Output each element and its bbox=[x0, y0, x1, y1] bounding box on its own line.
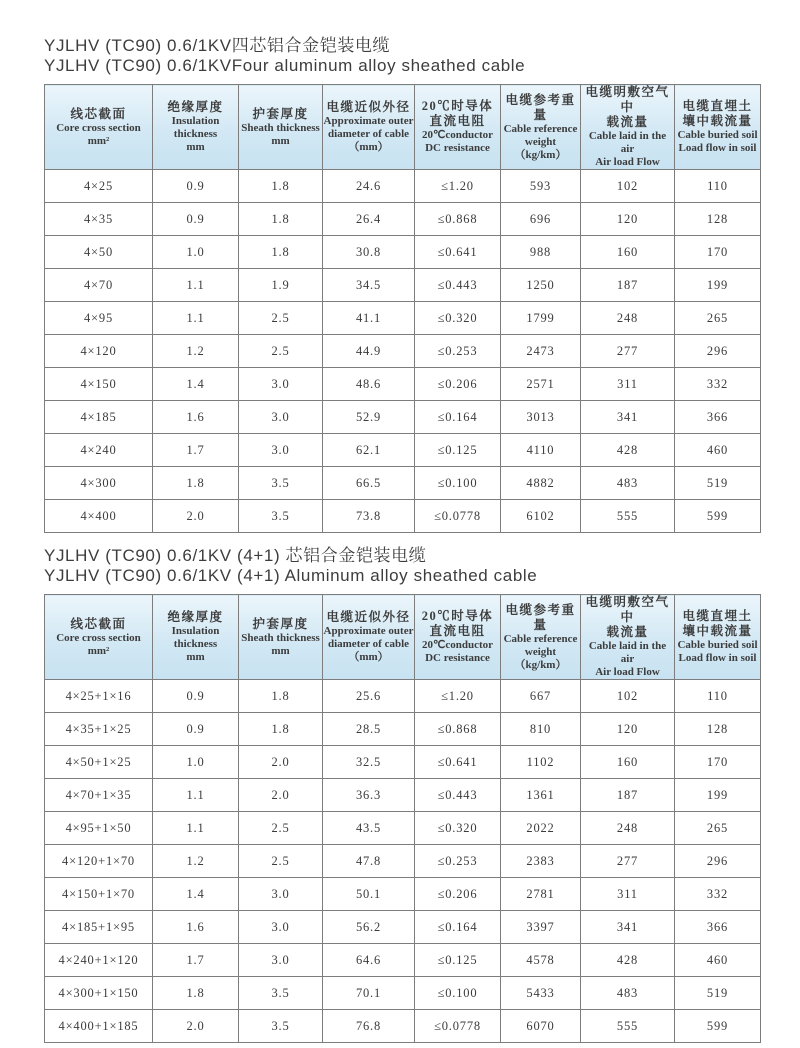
table-cell: 44.9 bbox=[323, 335, 415, 368]
table-cell: 1.9 bbox=[239, 269, 323, 302]
table-cell: 6070 bbox=[501, 1010, 581, 1043]
table-cell: 0.9 bbox=[153, 170, 239, 203]
table-cell: 4×185 bbox=[45, 401, 153, 434]
table-cell: 1.6 bbox=[153, 911, 239, 944]
table-row bbox=[45, 368, 761, 401]
table-cell: 4×185+1×95 bbox=[45, 911, 153, 944]
table-cell: 66.5 bbox=[323, 467, 415, 500]
table-row bbox=[45, 1010, 761, 1043]
table-cell: 3.0 bbox=[239, 434, 323, 467]
table-cell: 43.5 bbox=[323, 812, 415, 845]
table-cell: 4882 bbox=[501, 467, 581, 500]
table-cell: ≤0.641 bbox=[415, 236, 501, 269]
table-cell: 4×150+1×70 bbox=[45, 878, 153, 911]
table-cell: 2.5 bbox=[239, 335, 323, 368]
table1-title-zh: YJLHV (TC90) 0.6/1KV四芯铝合金铠装电缆 bbox=[44, 36, 391, 55]
table-cell: ≤0.253 bbox=[415, 845, 501, 878]
table-cell: 4×240 bbox=[45, 434, 153, 467]
table-cell: 366 bbox=[675, 401, 761, 434]
table-cell: ≤0.868 bbox=[415, 203, 501, 236]
title-block-2 bbox=[44, 546, 760, 585]
table-row bbox=[45, 944, 761, 977]
table-cell: 1799 bbox=[501, 302, 581, 335]
table-cell: 73.8 bbox=[323, 500, 415, 533]
table-cell: 248 bbox=[581, 812, 675, 845]
table-cell: 110 bbox=[675, 680, 761, 713]
column-header: 电缆近似外径 Approximate outer diameter of cable （mm） bbox=[323, 595, 415, 680]
table-row bbox=[45, 812, 761, 845]
table-cell: 4×50 bbox=[45, 236, 153, 269]
table-cell: 170 bbox=[675, 746, 761, 779]
table-cell: 1.8 bbox=[239, 203, 323, 236]
table-cell: 366 bbox=[675, 911, 761, 944]
table-cell: ≤1.20 bbox=[415, 680, 501, 713]
table-cell: 555 bbox=[581, 1010, 675, 1043]
table-row bbox=[45, 977, 761, 1010]
table-cell: 187 bbox=[581, 779, 675, 812]
table2-title-zh: YJLHV (TC90) 0.6/1KV (4+1) 芯铝合金铠装电缆 bbox=[44, 546, 427, 565]
table-cell: ≤0.100 bbox=[415, 467, 501, 500]
table-cell: 1.1 bbox=[153, 269, 239, 302]
table-cell: 102 bbox=[581, 170, 675, 203]
table-section-four-core bbox=[44, 36, 760, 533]
table1-title-en: YJLHV (TC90) 0.6/1KVFour aluminum alloy sheathed cable bbox=[44, 55, 526, 75]
table-row bbox=[45, 335, 761, 368]
table-cell: 26.4 bbox=[323, 203, 415, 236]
table-cell: 3.0 bbox=[239, 944, 323, 977]
table-cell: 248 bbox=[581, 302, 675, 335]
table-cell: 64.6 bbox=[323, 944, 415, 977]
table-cell: 170 bbox=[675, 236, 761, 269]
table-cell: 311 bbox=[581, 368, 675, 401]
table-cell: 265 bbox=[675, 812, 761, 845]
table-row bbox=[45, 911, 761, 944]
table-cell: 4×300 bbox=[45, 467, 153, 500]
table-cell: 4×35+1×25 bbox=[45, 713, 153, 746]
table-cell: ≤0.0778 bbox=[415, 1010, 501, 1043]
table-cell: 3.5 bbox=[239, 977, 323, 1010]
table-cell: 160 bbox=[581, 746, 675, 779]
table2-title-en: YJLHV (TC90) 0.6/1KV (4+1) Aluminum alloy sheathed cable bbox=[44, 565, 538, 585]
table-cell: 2473 bbox=[501, 335, 581, 368]
column-header: 电缆明敷空气中 载流量 Cable laid in the air Air load Flow bbox=[581, 85, 675, 170]
table-cell: 1.8 bbox=[239, 236, 323, 269]
table-cell: 120 bbox=[581, 713, 675, 746]
table-cell: 4×50+1×25 bbox=[45, 746, 153, 779]
table-row bbox=[45, 269, 761, 302]
table-cell: 483 bbox=[581, 977, 675, 1010]
column-header: 电缆近似外径 Approximate outer diameter of cable （mm） bbox=[323, 85, 415, 170]
table-cell: ≤0.443 bbox=[415, 269, 501, 302]
table-cell: 5433 bbox=[501, 977, 581, 1010]
table-cell: 1.0 bbox=[153, 236, 239, 269]
table-cell: 4×120 bbox=[45, 335, 153, 368]
table-cell: 3013 bbox=[501, 401, 581, 434]
table-cell: 4×400+1×185 bbox=[45, 1010, 153, 1043]
column-header: 线芯截面 Core cross section mm² bbox=[45, 595, 153, 680]
table-cell: 25.6 bbox=[323, 680, 415, 713]
table-cell: 3.5 bbox=[239, 500, 323, 533]
table-cell: ≤0.0778 bbox=[415, 500, 501, 533]
table-cell: 70.1 bbox=[323, 977, 415, 1010]
table-cell: 4×70 bbox=[45, 269, 153, 302]
table-row bbox=[45, 779, 761, 812]
table-cell: 296 bbox=[675, 335, 761, 368]
table-cell: 1.4 bbox=[153, 368, 239, 401]
table-row bbox=[45, 680, 761, 713]
table-cell: 48.6 bbox=[323, 368, 415, 401]
table-cell: 277 bbox=[581, 335, 675, 368]
table-cell: 30.8 bbox=[323, 236, 415, 269]
table-cell: 1.0 bbox=[153, 746, 239, 779]
table-cell: 4×120+1×70 bbox=[45, 845, 153, 878]
table-cell: 6102 bbox=[501, 500, 581, 533]
table-cell: 128 bbox=[675, 203, 761, 236]
table-cell: 4110 bbox=[501, 434, 581, 467]
table-cell: 428 bbox=[581, 434, 675, 467]
table-cell: ≤0.253 bbox=[415, 335, 501, 368]
table-cell: 1.1 bbox=[153, 812, 239, 845]
table-cell: 460 bbox=[675, 944, 761, 977]
table-cell: 2383 bbox=[501, 845, 581, 878]
table-row bbox=[45, 434, 761, 467]
table-cell: 332 bbox=[675, 878, 761, 911]
table-row bbox=[45, 203, 761, 236]
table-cell: 50.1 bbox=[323, 878, 415, 911]
table-cell: 3.5 bbox=[239, 467, 323, 500]
table-cell: 76.8 bbox=[323, 1010, 415, 1043]
table-cell: 1102 bbox=[501, 746, 581, 779]
table-cell: 0.9 bbox=[153, 680, 239, 713]
table-cell: 2022 bbox=[501, 812, 581, 845]
table-cell: ≤1.20 bbox=[415, 170, 501, 203]
table-cell: 4×150 bbox=[45, 368, 153, 401]
table-cell: ≤0.206 bbox=[415, 368, 501, 401]
table-body bbox=[45, 170, 761, 533]
table-cell: 1.4 bbox=[153, 878, 239, 911]
table-cell: 296 bbox=[675, 845, 761, 878]
table-cell: 1.1 bbox=[153, 302, 239, 335]
table-cell: 0.9 bbox=[153, 713, 239, 746]
table-cell: 4×25+1×16 bbox=[45, 680, 153, 713]
column-header: 护套厚度 Sheath thickness mm bbox=[239, 85, 323, 170]
table-cell: 4×95+1×50 bbox=[45, 812, 153, 845]
table-cell: 667 bbox=[501, 680, 581, 713]
table-cell: 519 bbox=[675, 467, 761, 500]
table-cell: ≤0.125 bbox=[415, 944, 501, 977]
table-cell: 1.8 bbox=[239, 170, 323, 203]
table-cell: 428 bbox=[581, 944, 675, 977]
column-header: 线芯截面 Core cross section mm² bbox=[45, 85, 153, 170]
table-cell: 3.0 bbox=[239, 911, 323, 944]
column-header: 护套厚度 Sheath thickness mm bbox=[239, 595, 323, 680]
table-cell: 4578 bbox=[501, 944, 581, 977]
table-cell: 102 bbox=[581, 680, 675, 713]
table-cell: 1.2 bbox=[153, 845, 239, 878]
table-row bbox=[45, 236, 761, 269]
table-cell: 1.8 bbox=[153, 977, 239, 1010]
table-cell: 2.5 bbox=[239, 302, 323, 335]
table-cell: 187 bbox=[581, 269, 675, 302]
table-cell: ≤0.100 bbox=[415, 977, 501, 1010]
table-cell: 32.5 bbox=[323, 746, 415, 779]
column-header: 20℃时导体 直流电阻 20℃conductor DC resistance bbox=[415, 595, 501, 680]
column-header: 电缆直埋土 壤中载流量 Cable buried soil Load flow in soil bbox=[675, 595, 761, 680]
table-row bbox=[45, 401, 761, 434]
table-row bbox=[45, 467, 761, 500]
table-cell: 3.0 bbox=[239, 878, 323, 911]
table-cell: ≤0.164 bbox=[415, 401, 501, 434]
table-cell: 810 bbox=[501, 713, 581, 746]
table-cell: 2.5 bbox=[239, 812, 323, 845]
table-cell: 2781 bbox=[501, 878, 581, 911]
table-row bbox=[45, 713, 761, 746]
table-cell: 120 bbox=[581, 203, 675, 236]
table-cell: 1.8 bbox=[153, 467, 239, 500]
table-row bbox=[45, 500, 761, 533]
table-cell: 128 bbox=[675, 713, 761, 746]
table-cell: 1.6 bbox=[153, 401, 239, 434]
table-cell: 4×240+1×120 bbox=[45, 944, 153, 977]
table-cell: ≤0.443 bbox=[415, 779, 501, 812]
table-cell: 988 bbox=[501, 236, 581, 269]
table-cell: 311 bbox=[581, 878, 675, 911]
table-cell: 56.2 bbox=[323, 911, 415, 944]
table-cell: 3397 bbox=[501, 911, 581, 944]
table-cell: ≤0.641 bbox=[415, 746, 501, 779]
table-cell: 277 bbox=[581, 845, 675, 878]
table-cell: 3.5 bbox=[239, 1010, 323, 1043]
table-cell: 341 bbox=[581, 911, 675, 944]
table-row bbox=[45, 878, 761, 911]
table-cell: 2571 bbox=[501, 368, 581, 401]
table-cell: 4×300+1×150 bbox=[45, 977, 153, 1010]
column-header: 绝缘厚度 Insulation thickness mm bbox=[153, 595, 239, 680]
table-cell: 47.8 bbox=[323, 845, 415, 878]
table-cell: 460 bbox=[675, 434, 761, 467]
table-cell: ≤0.206 bbox=[415, 878, 501, 911]
table-cell: 1.2 bbox=[153, 335, 239, 368]
table-cell: 110 bbox=[675, 170, 761, 203]
table-cell: 4×70+1×35 bbox=[45, 779, 153, 812]
table-cell: 2.5 bbox=[239, 845, 323, 878]
table-cell: 1.7 bbox=[153, 434, 239, 467]
title-block-1 bbox=[44, 36, 760, 75]
table-header bbox=[45, 595, 761, 680]
table-cell: ≤0.868 bbox=[415, 713, 501, 746]
table-cell: 1.1 bbox=[153, 779, 239, 812]
column-header: 电缆参考重量 Cable reference weight （kg/km） bbox=[501, 85, 581, 170]
table-cell: 2.0 bbox=[153, 500, 239, 533]
table-cell: 4×35 bbox=[45, 203, 153, 236]
table-body bbox=[45, 680, 761, 1043]
table-row bbox=[45, 170, 761, 203]
table-cell: 3.0 bbox=[239, 401, 323, 434]
table-cell: 199 bbox=[675, 779, 761, 812]
table-cell: 41.1 bbox=[323, 302, 415, 335]
table-cell: 24.6 bbox=[323, 170, 415, 203]
table-cell: 341 bbox=[581, 401, 675, 434]
table-cell: 4×25 bbox=[45, 170, 153, 203]
table-cell: 1250 bbox=[501, 269, 581, 302]
cable-spec-table-four-core bbox=[44, 84, 761, 533]
table-cell: 519 bbox=[675, 977, 761, 1010]
table-cell: 36.3 bbox=[323, 779, 415, 812]
table-cell: 483 bbox=[581, 467, 675, 500]
column-header: 20℃时导体 直流电阻 20℃conductor DC resistance bbox=[415, 85, 501, 170]
table-cell: ≤0.320 bbox=[415, 812, 501, 845]
table-cell: 1.7 bbox=[153, 944, 239, 977]
table-cell: 1.8 bbox=[239, 680, 323, 713]
table-cell: 1.8 bbox=[239, 713, 323, 746]
table-row bbox=[45, 845, 761, 878]
table-row bbox=[45, 746, 761, 779]
table-cell: 4×400 bbox=[45, 500, 153, 533]
table-row bbox=[45, 302, 761, 335]
table-cell: 599 bbox=[675, 500, 761, 533]
table-cell: ≤0.164 bbox=[415, 911, 501, 944]
table-cell: 2.0 bbox=[239, 746, 323, 779]
table-cell: 593 bbox=[501, 170, 581, 203]
column-header: 电缆参考重量 Cable reference weight （kg/km） bbox=[501, 595, 581, 680]
table-cell: 52.9 bbox=[323, 401, 415, 434]
table-cell: 1361 bbox=[501, 779, 581, 812]
table-cell: 696 bbox=[501, 203, 581, 236]
column-header: 绝缘厚度 Insulation thickness mm bbox=[153, 85, 239, 170]
table-cell: 34.5 bbox=[323, 269, 415, 302]
table-cell: 555 bbox=[581, 500, 675, 533]
table-cell: 4×95 bbox=[45, 302, 153, 335]
table-cell: 332 bbox=[675, 368, 761, 401]
table-cell: 62.1 bbox=[323, 434, 415, 467]
column-header: 电缆直埋土 壤中载流量 Cable buried soil Load flow in soil bbox=[675, 85, 761, 170]
table-cell: ≤0.125 bbox=[415, 434, 501, 467]
table-cell: 265 bbox=[675, 302, 761, 335]
table-cell: 2.0 bbox=[153, 1010, 239, 1043]
cable-spec-table-four-plus-one bbox=[44, 594, 761, 1043]
table-cell: ≤0.320 bbox=[415, 302, 501, 335]
table-cell: 160 bbox=[581, 236, 675, 269]
table-cell: 2.0 bbox=[239, 779, 323, 812]
table-cell: 3.0 bbox=[239, 368, 323, 401]
table-header bbox=[45, 85, 761, 170]
table-cell: 199 bbox=[675, 269, 761, 302]
table-cell: 0.9 bbox=[153, 203, 239, 236]
column-header: 电缆明敷空气中 载流量 Cable laid in the air Air load Flow bbox=[581, 595, 675, 680]
table-cell: 599 bbox=[675, 1010, 761, 1043]
table-cell: 28.5 bbox=[323, 713, 415, 746]
table-section-four-plus-one bbox=[44, 546, 760, 1043]
